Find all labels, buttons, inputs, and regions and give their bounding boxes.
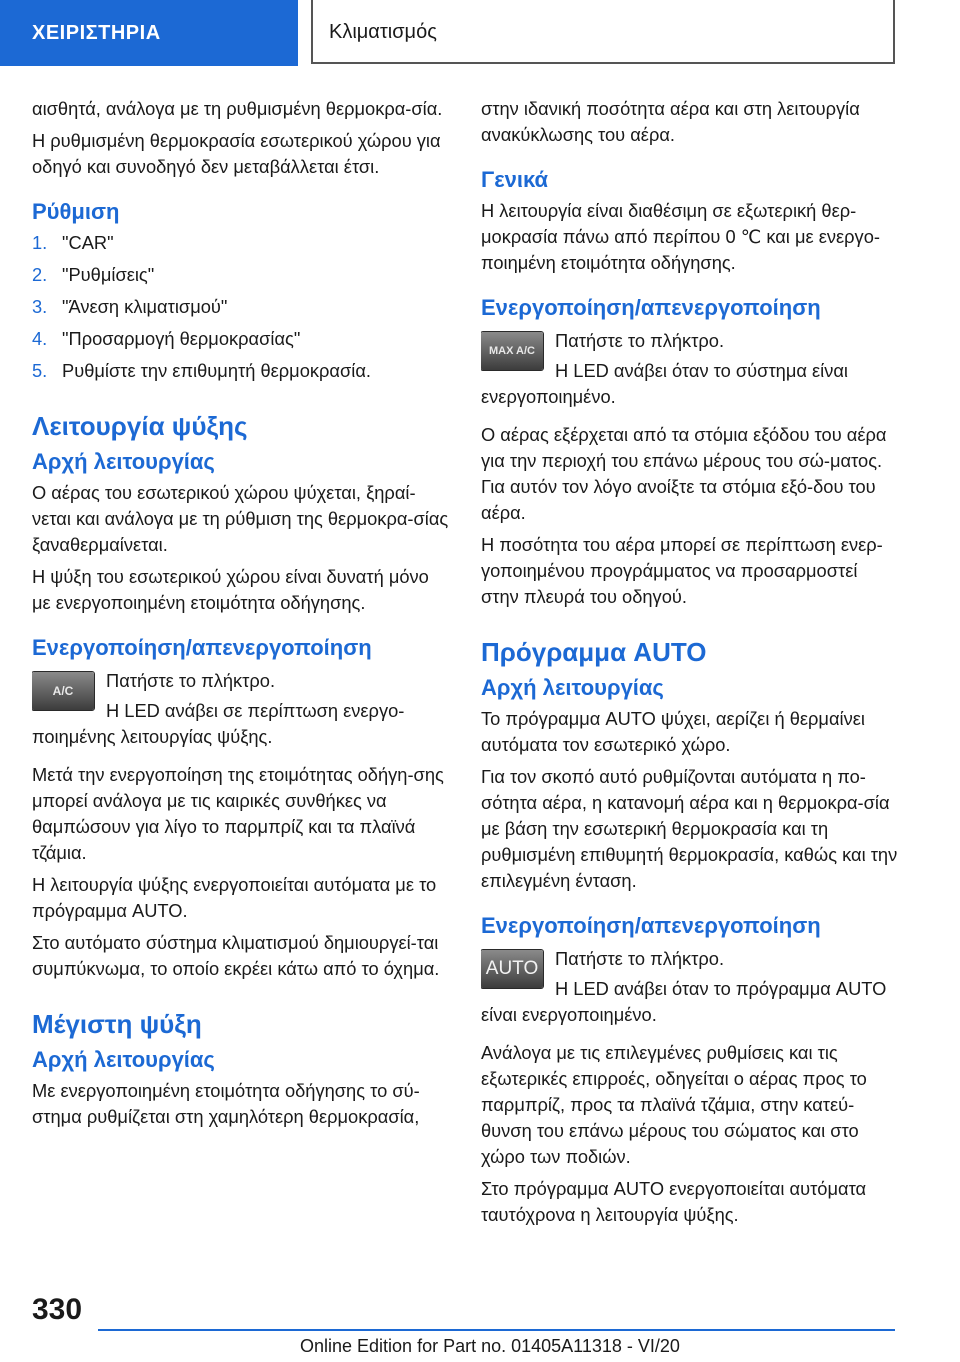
max-ac-button-icon: MAX A/C xyxy=(481,332,543,370)
paragraph: Η λειτουργία είναι διαθέσιμη σε εξωτερική θερ-μοκρασία πάνω από περίπου 0 ℃ και με ενεργο-ποιημένη ετοιμότητα οδήγησης. xyxy=(481,200,880,273)
paragraph: Ο αέρας του εσωτερικού χώρου ψύχεται, ξηραί-νεται και ανάλογα με τη ρύθμιση της θερμοκρα-σίας ξαναθερμαίνεται. xyxy=(32,482,449,555)
paragraph: Στο πρόγραμμα AUTO ενεργοποιείται αυτόματα ταυτόχρονα η λειτουργία ψύξης. xyxy=(481,1178,867,1225)
section-heading: Ενεργοποίηση/απενεργοποίηση xyxy=(32,635,372,660)
chapter-heading: Μέγιστη ψύξη xyxy=(32,1009,202,1039)
step-number: 2. xyxy=(32,264,48,285)
step-number: 5. xyxy=(32,360,48,381)
chapter-heading: Πρόγραμμα AUTO xyxy=(481,637,707,667)
paragraph: Στο αυτόματο σύστημα κλιματισμού δημιουργεί-ται συμπύκνωμα, το οποίο εκρέει κάτω από το όχημα. xyxy=(32,932,440,979)
paragraph: Με ενεργοποιημένη ετοιμότητα οδήγησης το σύ-στημα ρυθμίζεται στη χαμηλότερη θερμοκρασία, xyxy=(32,1080,420,1127)
maxac-button-block xyxy=(481,328,899,414)
paragraph: Η ποσότητα του αέρα μπορεί σε περίπτωση ενερ-γοποιημένου προγράμματος να προσαρμοστεί στην πλευρά του οδηγού. xyxy=(481,534,883,607)
right-column xyxy=(481,96,899,1234)
edition-note: Online Edition for Part no. 01405A11318 - VI/20 xyxy=(300,1336,680,1356)
section-heading: Ενεργοποίηση/απενεργοποίηση xyxy=(481,913,821,938)
left-column xyxy=(32,96,450,1136)
step-number: 4. xyxy=(32,328,48,349)
step-text: Ρυθμίστε την επιθυμητή θερμοκρασία. xyxy=(62,360,371,381)
step-text: "CAR" xyxy=(62,232,114,253)
paragraph: Ανάλογα με τις επιλεγμένες ρυθμίσεις και τις εξωτερικές επιρροές, οδηγείται ο αέρας προς το παρμπρίζ, προς τα πλαϊνά τζάμια, στην κατεύ-θυνση του επάνω μέρους του σώματος και στο χώρο των ποδιών. xyxy=(481,1042,867,1167)
chapter-heading: Λειτουργία ψύξης xyxy=(32,411,248,441)
step-text: "Προσαρμογή θερμοκρασίας" xyxy=(62,328,301,349)
ac-button-block xyxy=(32,668,450,754)
paragraph: Η ρυθμισμένη θερμοκρασία εσωτερικού χώρου για οδηγό και συνοδηγό δεν μεταβάλλεται έτσι. xyxy=(32,130,441,177)
section-heading: Ενεργοποίηση/απενεργοποίηση xyxy=(481,295,821,320)
chapter-title: Κλιματισμός xyxy=(311,0,895,64)
list-item xyxy=(32,358,450,384)
section-heading: Αρχή λειτουργίας xyxy=(32,1047,215,1072)
list-item xyxy=(32,326,450,352)
step-text: "Ρυθμίσεις" xyxy=(62,264,155,285)
paragraph: Το πρόγραμμα AUTO ψύχει, αερίζει ή θερμαίνει αυτόματα τον εσωτερικό χώρο. xyxy=(481,708,865,755)
list-item xyxy=(32,230,450,256)
paragraph: αισθητά, ανάλογα με τη ρυθμισμένη θερμοκρα-σία. xyxy=(32,98,443,119)
ac-button-icon: A/C xyxy=(32,672,94,710)
section-heading: Αρχή λειτουργίας xyxy=(481,675,664,700)
paragraph: Η LED ανάβει σε περίπτωση ενεργο-ποιημένης λειτουργίας ψύξης. xyxy=(32,700,405,747)
paragraph: Η ψύξη του εσωτερικού χώρου είναι δυνατή μόνο με ενεργοποιημένη ετοιμότητα οδήγησης. xyxy=(32,566,429,613)
section-heading: Γενικά xyxy=(481,167,549,192)
paragraph: Για τον σκοπό αυτό ρυθμίζονται αυτόματα η πο-σότητα αέρα, η κατανομή αέρα και η θερμοκρα-σία με βάση την εσωτερική θερμοκρασία και τη ρυθμισμένη επιθυμητή θερμοκρασία, καθώς και την επιλεγμένη ένταση. xyxy=(481,766,898,891)
section-heading: Ρύθμιση xyxy=(32,199,120,224)
section-heading: Αρχή λειτουργίας xyxy=(32,449,215,474)
section-tab: ΧΕΙΡΙΣΤΗΡΙΑ xyxy=(0,0,298,66)
setting-steps-list xyxy=(32,230,450,384)
page-number: 330 xyxy=(32,1293,83,1326)
step-text: "Άνεση κλιματισμού" xyxy=(62,296,228,317)
paragraph: Ο αέρας εξέρχεται από τα στόμια εξόδου του αέρα για την περιοχή του επάνω μέρους του σώ-ματος. Για αυτόν τον λόγο ανοίξτε τα στόμια εξό-δου του αέρα. xyxy=(481,424,887,523)
paragraph: Πατήστε το πλήκτρο. xyxy=(555,330,725,351)
paragraph: Πατήστε το πλήκτρο. xyxy=(106,670,276,691)
paragraph: Μετά την ενεργοποίηση της ετοιμότητας οδήγη-σης μπορεί ανάλογα με τις καιρικές συνθήκες να θαμπώσουν για λίγο το παρμπρίζ και τα πλαϊνά τζάμια. xyxy=(32,764,444,863)
paragraph: Πατήστε το πλήκτρο. xyxy=(555,948,725,969)
paragraph: Η LED ανάβει όταν το σύστημα είναι ενεργοποιημένο. xyxy=(481,360,848,407)
footer-divider xyxy=(98,1329,895,1331)
auto-button-block xyxy=(481,946,899,1032)
step-number: 1. xyxy=(32,232,48,253)
step-number: 3. xyxy=(32,296,48,317)
list-item xyxy=(32,294,450,320)
paragraph: στην ιδανική ποσότητα αέρα και στη λειτουργία ανακύκλωσης του αέρα. xyxy=(481,98,860,145)
paragraph: Η LED ανάβει όταν το πρόγραμμα AUTO είναι ενεργοποιημένο. xyxy=(481,978,887,1025)
auto-button-icon: AUTO xyxy=(481,950,543,988)
list-item xyxy=(32,262,450,288)
page-header xyxy=(0,0,960,66)
paragraph: Η λειτουργία ψύξης ενεργοποιείται αυτόματα με το πρόγραμμα AUTO. xyxy=(32,874,437,921)
